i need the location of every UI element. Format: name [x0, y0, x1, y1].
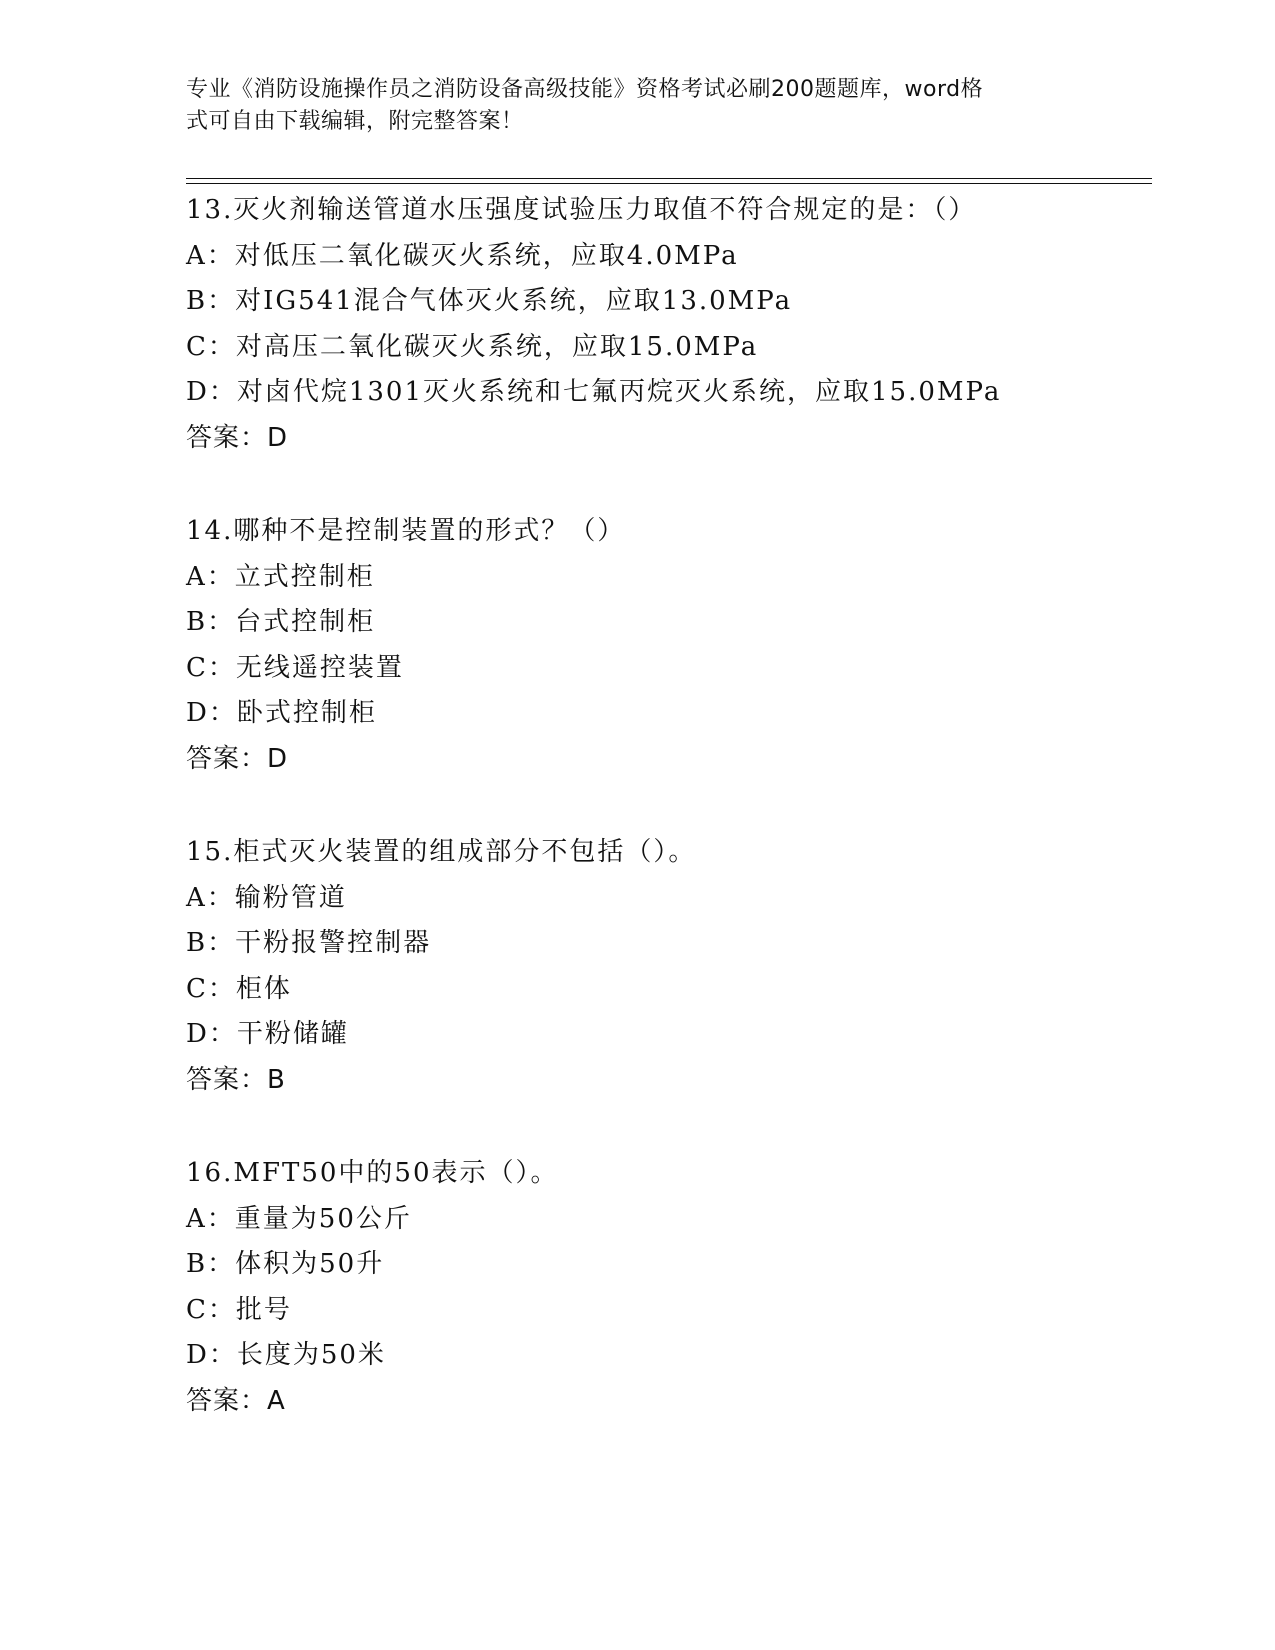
- option-a: A：输粉管道: [186, 882, 347, 913]
- question-stem: 13.灭火剂输送管道水压强度试验压力取值不符合规定的是：（）: [186, 195, 977, 225]
- header-line-2: 式可自由下载编辑，附完整答案！: [186, 109, 524, 134]
- option-c: C：对高压二氧化碳灭火系统，应取15.0MPa: [186, 331, 759, 362]
- option-b: B：干粉报警控制器: [186, 928, 432, 958]
- option-c: C：批号: [186, 1294, 292, 1325]
- answer: 答案：B: [186, 1064, 286, 1095]
- question-stem: 15.柜式灭火装置的组成部分不包括（）。: [186, 837, 697, 867]
- question-14: [186, 509, 1152, 782]
- question-16: [186, 1151, 1152, 1424]
- question-stem: 14.哪种不是控制装置的形式？（）: [186, 516, 626, 546]
- option-c: C：柜体: [186, 973, 292, 1004]
- option-a: A：对低压二氧化碳灭火系统，应取4.0MPa: [186, 240, 739, 271]
- question-stem: 16.MFT50中的50表示（）。: [186, 1158, 559, 1188]
- answer: 答案：D: [186, 422, 289, 453]
- option-a: A：立式控制柜: [186, 561, 375, 592]
- option-c: C：无线遥控装置: [186, 652, 404, 683]
- option-b: B：体积为50升: [186, 1249, 385, 1279]
- option-d: D：对卤代烷1301灭火系统和七氟丙烷灭火系统，应取15.0MPa: [186, 377, 1002, 407]
- option-a: A：重量为50公斤: [186, 1203, 412, 1234]
- answer: 答案：A: [186, 1385, 286, 1416]
- question-13: [186, 188, 1152, 461]
- option-b: B：对IG541混合气体灭火系统，应取13.0MPa: [186, 286, 793, 316]
- option-d: D：长度为50米: [186, 1340, 386, 1370]
- document-header: [186, 74, 1066, 138]
- question-list: [186, 188, 1152, 1472]
- option-b: B：台式控制柜: [186, 607, 376, 637]
- answer: 答案：D: [186, 743, 289, 774]
- header-divider: [186, 178, 1152, 184]
- option-d: D：卧式控制柜: [186, 698, 377, 728]
- header-line-1: 专业《消防设施操作员之消防设备高级技能》资格考试必刷200题题库，word格: [186, 77, 984, 102]
- question-15: [186, 830, 1152, 1103]
- option-d: D：干粉储罐: [186, 1019, 349, 1049]
